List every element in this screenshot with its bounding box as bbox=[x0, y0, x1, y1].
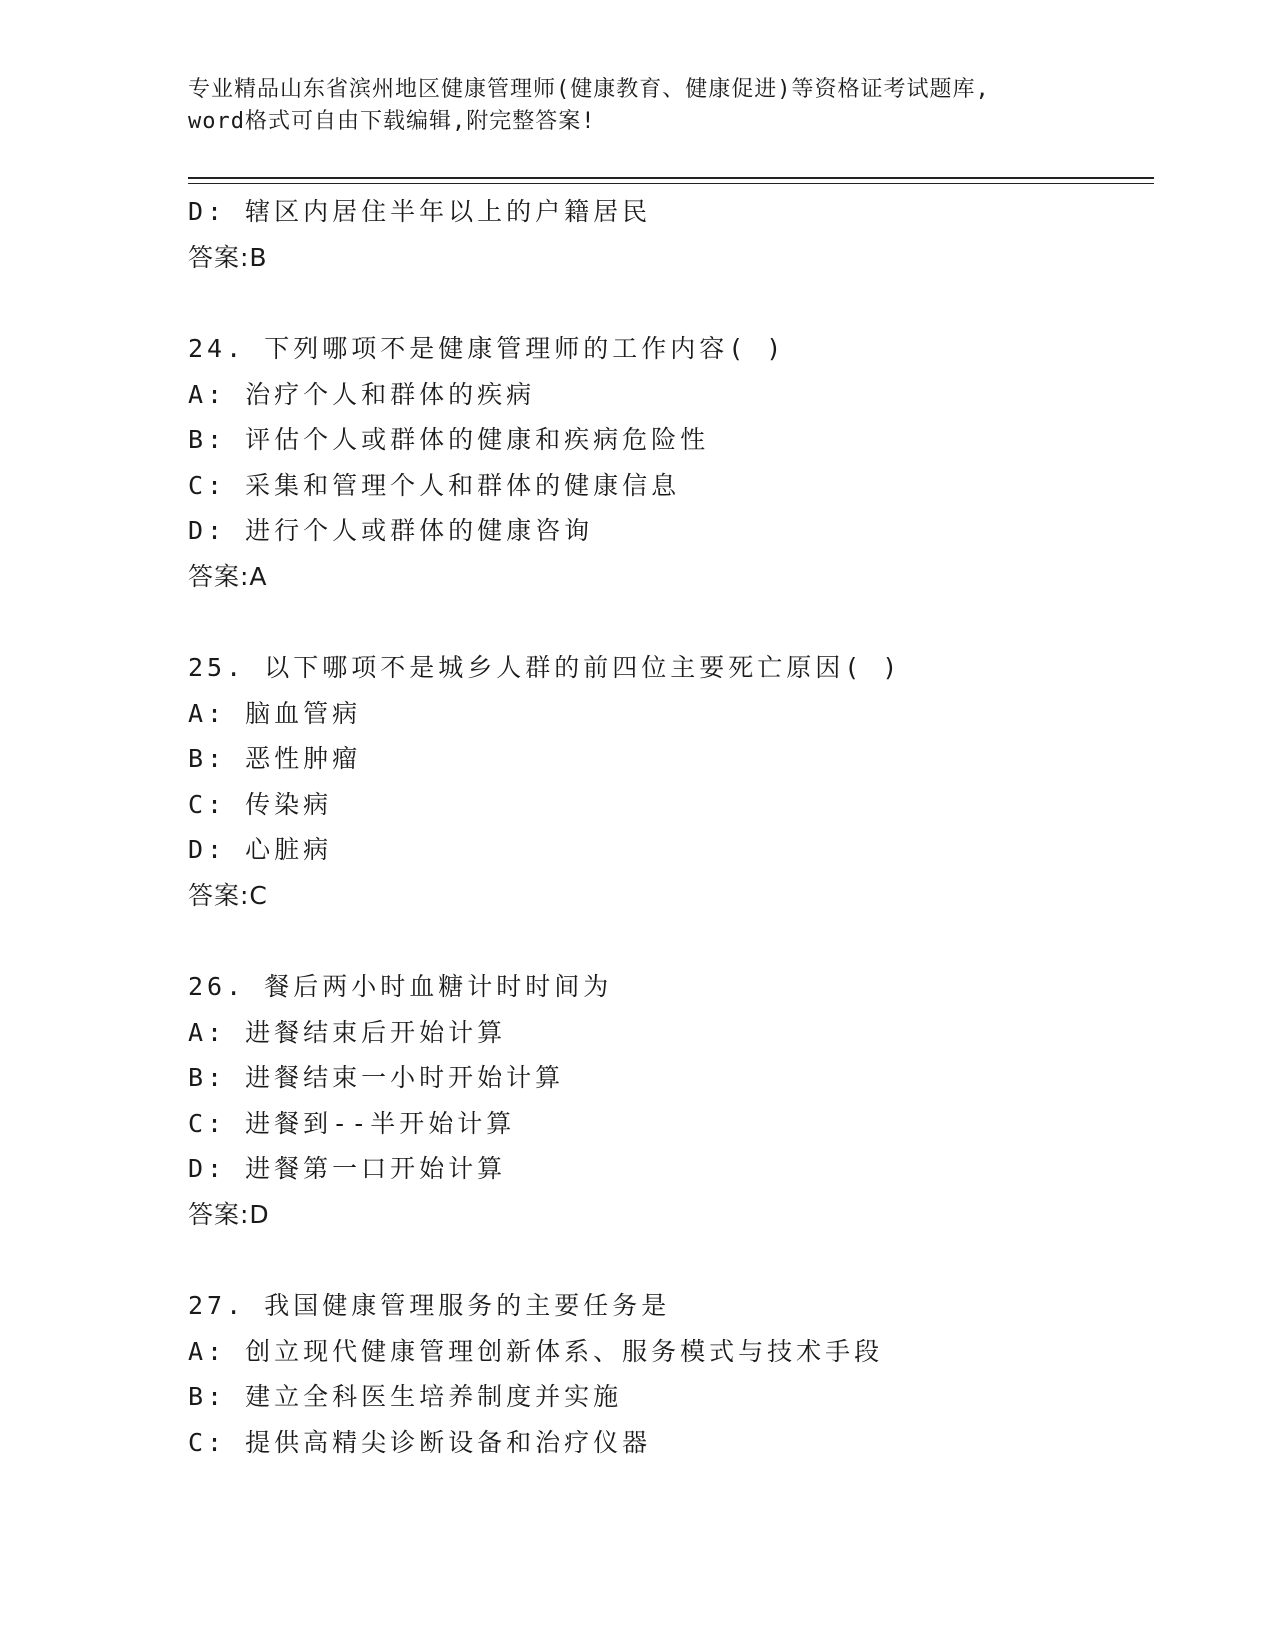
option-c: C: 传染病 bbox=[188, 789, 333, 819]
question-block-23 bbox=[188, 189, 1154, 280]
option-c: C: 采集和管理个人和群体的健康信息 bbox=[188, 470, 681, 500]
question-spacer bbox=[188, 1237, 1154, 1283]
header-divider-thick bbox=[188, 177, 1154, 179]
option-b: B: 评估个人或群体的健康和疾病危险性 bbox=[188, 425, 710, 454]
question-text: 24. 下列哪项不是健康管理师的工作内容( ) bbox=[188, 334, 786, 363]
option-d: D: 心脏病 bbox=[188, 835, 333, 864]
option-a: A: 脑血管病 bbox=[188, 698, 362, 728]
option-b: B: 恶性肿瘤 bbox=[188, 744, 362, 773]
question-text: 26. 餐后两小时血糖计时时间为 bbox=[188, 972, 613, 1001]
question-spacer bbox=[188, 599, 1154, 645]
option-a: A: 治疗个人和群体的疾病 bbox=[188, 379, 536, 409]
document-header bbox=[188, 74, 1088, 138]
header-divider-thin bbox=[188, 183, 1154, 184]
header-title-line-2: word格式可自由下载编辑,附完整答案! bbox=[188, 109, 596, 134]
question-block-26 bbox=[188, 964, 1154, 1237]
question-spacer bbox=[188, 280, 1154, 326]
question-spacer bbox=[188, 918, 1154, 964]
answer-line: 答案:C bbox=[188, 880, 268, 910]
option-d: D: 辖区内居住半年以上的户籍居民 bbox=[188, 197, 652, 226]
question-block-25 bbox=[188, 645, 1154, 918]
question-block-27 bbox=[188, 1283, 1154, 1465]
answer-line: 答案:D bbox=[188, 1199, 270, 1229]
question-list bbox=[188, 189, 1154, 1465]
answer-line: 答案:B bbox=[188, 242, 268, 272]
question-block-24 bbox=[188, 326, 1154, 599]
option-a: A: 创立现代健康管理创新体系、服务模式与技术手段 bbox=[188, 1336, 884, 1366]
option-c: C: 进餐到--半开始计算 bbox=[188, 1108, 516, 1138]
question-text: 27. 我国健康管理服务的主要任务是 bbox=[188, 1291, 671, 1320]
option-b: B: 建立全科医生培养制度并实施 bbox=[188, 1382, 623, 1411]
option-d: D: 进餐第一口开始计算 bbox=[188, 1154, 507, 1183]
option-b: B: 进餐结束一小时开始计算 bbox=[188, 1063, 565, 1092]
answer-line: 答案:A bbox=[188, 561, 268, 591]
option-a: A: 进餐结束后开始计算 bbox=[188, 1017, 507, 1047]
header-title-line-1: 专业精品山东省滨州地区健康管理师(健康教育、健康促进)等资格证考试题库, bbox=[188, 77, 990, 102]
option-d: D: 进行个人或群体的健康咨询 bbox=[188, 516, 594, 545]
question-text: 25. 以下哪项不是城乡人群的前四位主要死亡原因( ) bbox=[188, 653, 902, 682]
option-c: C: 提供高精尖诊断设备和治疗仪器 bbox=[188, 1427, 652, 1457]
